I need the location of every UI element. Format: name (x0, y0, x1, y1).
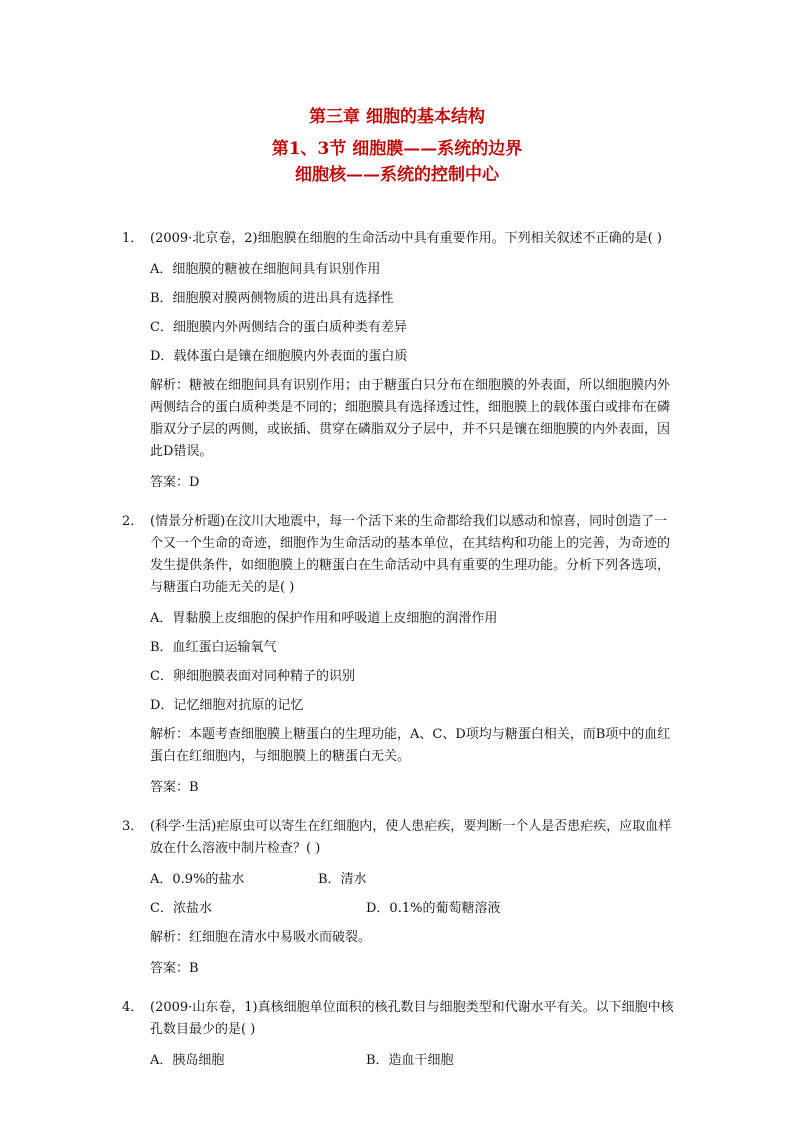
option-a: A．0.9%的盐水 (150, 872, 245, 887)
option-row (150, 900, 678, 918)
question-number: 2． (122, 514, 144, 529)
section-title: 第1、3节 细胞膜——系统的边界 (271, 139, 523, 159)
question-4 (122, 997, 678, 1070)
explanation: 解析：本题考查细胞膜上糖蛋白的生理功能，A、C、D项均与糖蛋白相关，而B项中的血红蛋白在红细胞内，与细胞膜上的糖蛋白无关。 (150, 727, 671, 764)
option-c: C．浓盐水 (150, 901, 212, 916)
option-c: C．细胞膜内外两侧结合的蛋白质种类有差异 (150, 320, 407, 335)
option-a: A．细胞膜的糖被在细胞间具有识别作用 (150, 262, 381, 277)
question-3 (122, 816, 678, 978)
option-c: C．卵细胞膜表面对同种精子的识别 (150, 669, 355, 684)
section-subtitle: 细胞核——系统的控制中心 (295, 165, 499, 185)
question-1 (122, 228, 678, 492)
chapter-title: 第三章 细胞的基本结构 (309, 107, 485, 127)
option-d: D．0.1%的葡萄糖溶液 (366, 901, 501, 916)
explanation: 解析：糖被在细胞间具有识别作用；由于糖蛋白只分布在细胞膜的外表面，所以细胞膜内外两侧结合的蛋白质种类是不同的；细胞膜具有选择透过性，细胞膜上的载体蛋白或排布在磷脂双分子层的两侧，或嵌插、贯穿在磷脂双分子层中，并不只是镶在细胞膜的内外表面，因此D错误。 (150, 378, 671, 459)
question-number: 4． (122, 1000, 144, 1015)
question-stem: (情景分析题)在汶川大地震中，每一个活下来的生命都给我们以感动和惊喜，同时创造了一个又一个生命的奇迹，细胞作为生命活动的基本单位，在其结构和功能上的完善，为奇迹的发生提供条件，如细胞膜上的糖蛋白在生命活动中具有重要的生理功能。分析下列各选项，与糖蛋白功能无关的是( ) (150, 514, 671, 595)
question-number: 1． (122, 231, 144, 246)
question-number: 3． (122, 819, 144, 834)
explanation: 解析：红细胞在清水中易吸水而破裂。 (150, 930, 372, 945)
answer: 答案：D (150, 475, 200, 490)
option-b: B．清水 (318, 872, 367, 887)
question-2 (122, 511, 678, 797)
option-b: B．细胞膜对膜两侧物质的进出具有选择性 (150, 291, 394, 306)
option-b: B．血红蛋白运输氧气 (150, 640, 277, 655)
title-block (0, 104, 794, 188)
option-b: B．造血干细胞 (366, 1053, 454, 1068)
answer: 答案：B (150, 961, 199, 976)
question-stem: (2009·山东卷，1)真核细胞单位面积的核孔数目与细胞类型和代谢水平有关。以下细胞中核孔数目最少的是( ) (150, 1000, 674, 1037)
question-stem: (科学·生活)疟原虫可以寄生在红细胞内，使人患疟疾，要判断一个人是否患疟疾，应取血样放在什么溶液中制片检查？( ) (150, 819, 672, 856)
question-list (122, 228, 678, 1070)
question-stem: (2009·北京卷，2)细胞膜在细胞的生命活动中具有重要作用。下列相关叙述不正确的是( ) (150, 231, 662, 246)
answer: 答案：B (150, 780, 199, 795)
option-d: D．记忆细胞对抗原的记忆 (150, 698, 304, 713)
option-row (150, 1052, 678, 1070)
option-a: A．胃黏膜上皮细胞的保护作用和呼吸道上皮细胞的润滑作用 (150, 611, 498, 626)
option-a: A．胰岛细胞 (150, 1053, 225, 1068)
option-row (150, 871, 678, 889)
option-d: D．载体蛋白是镶在细胞膜内外表面的蛋白质 (150, 349, 408, 364)
